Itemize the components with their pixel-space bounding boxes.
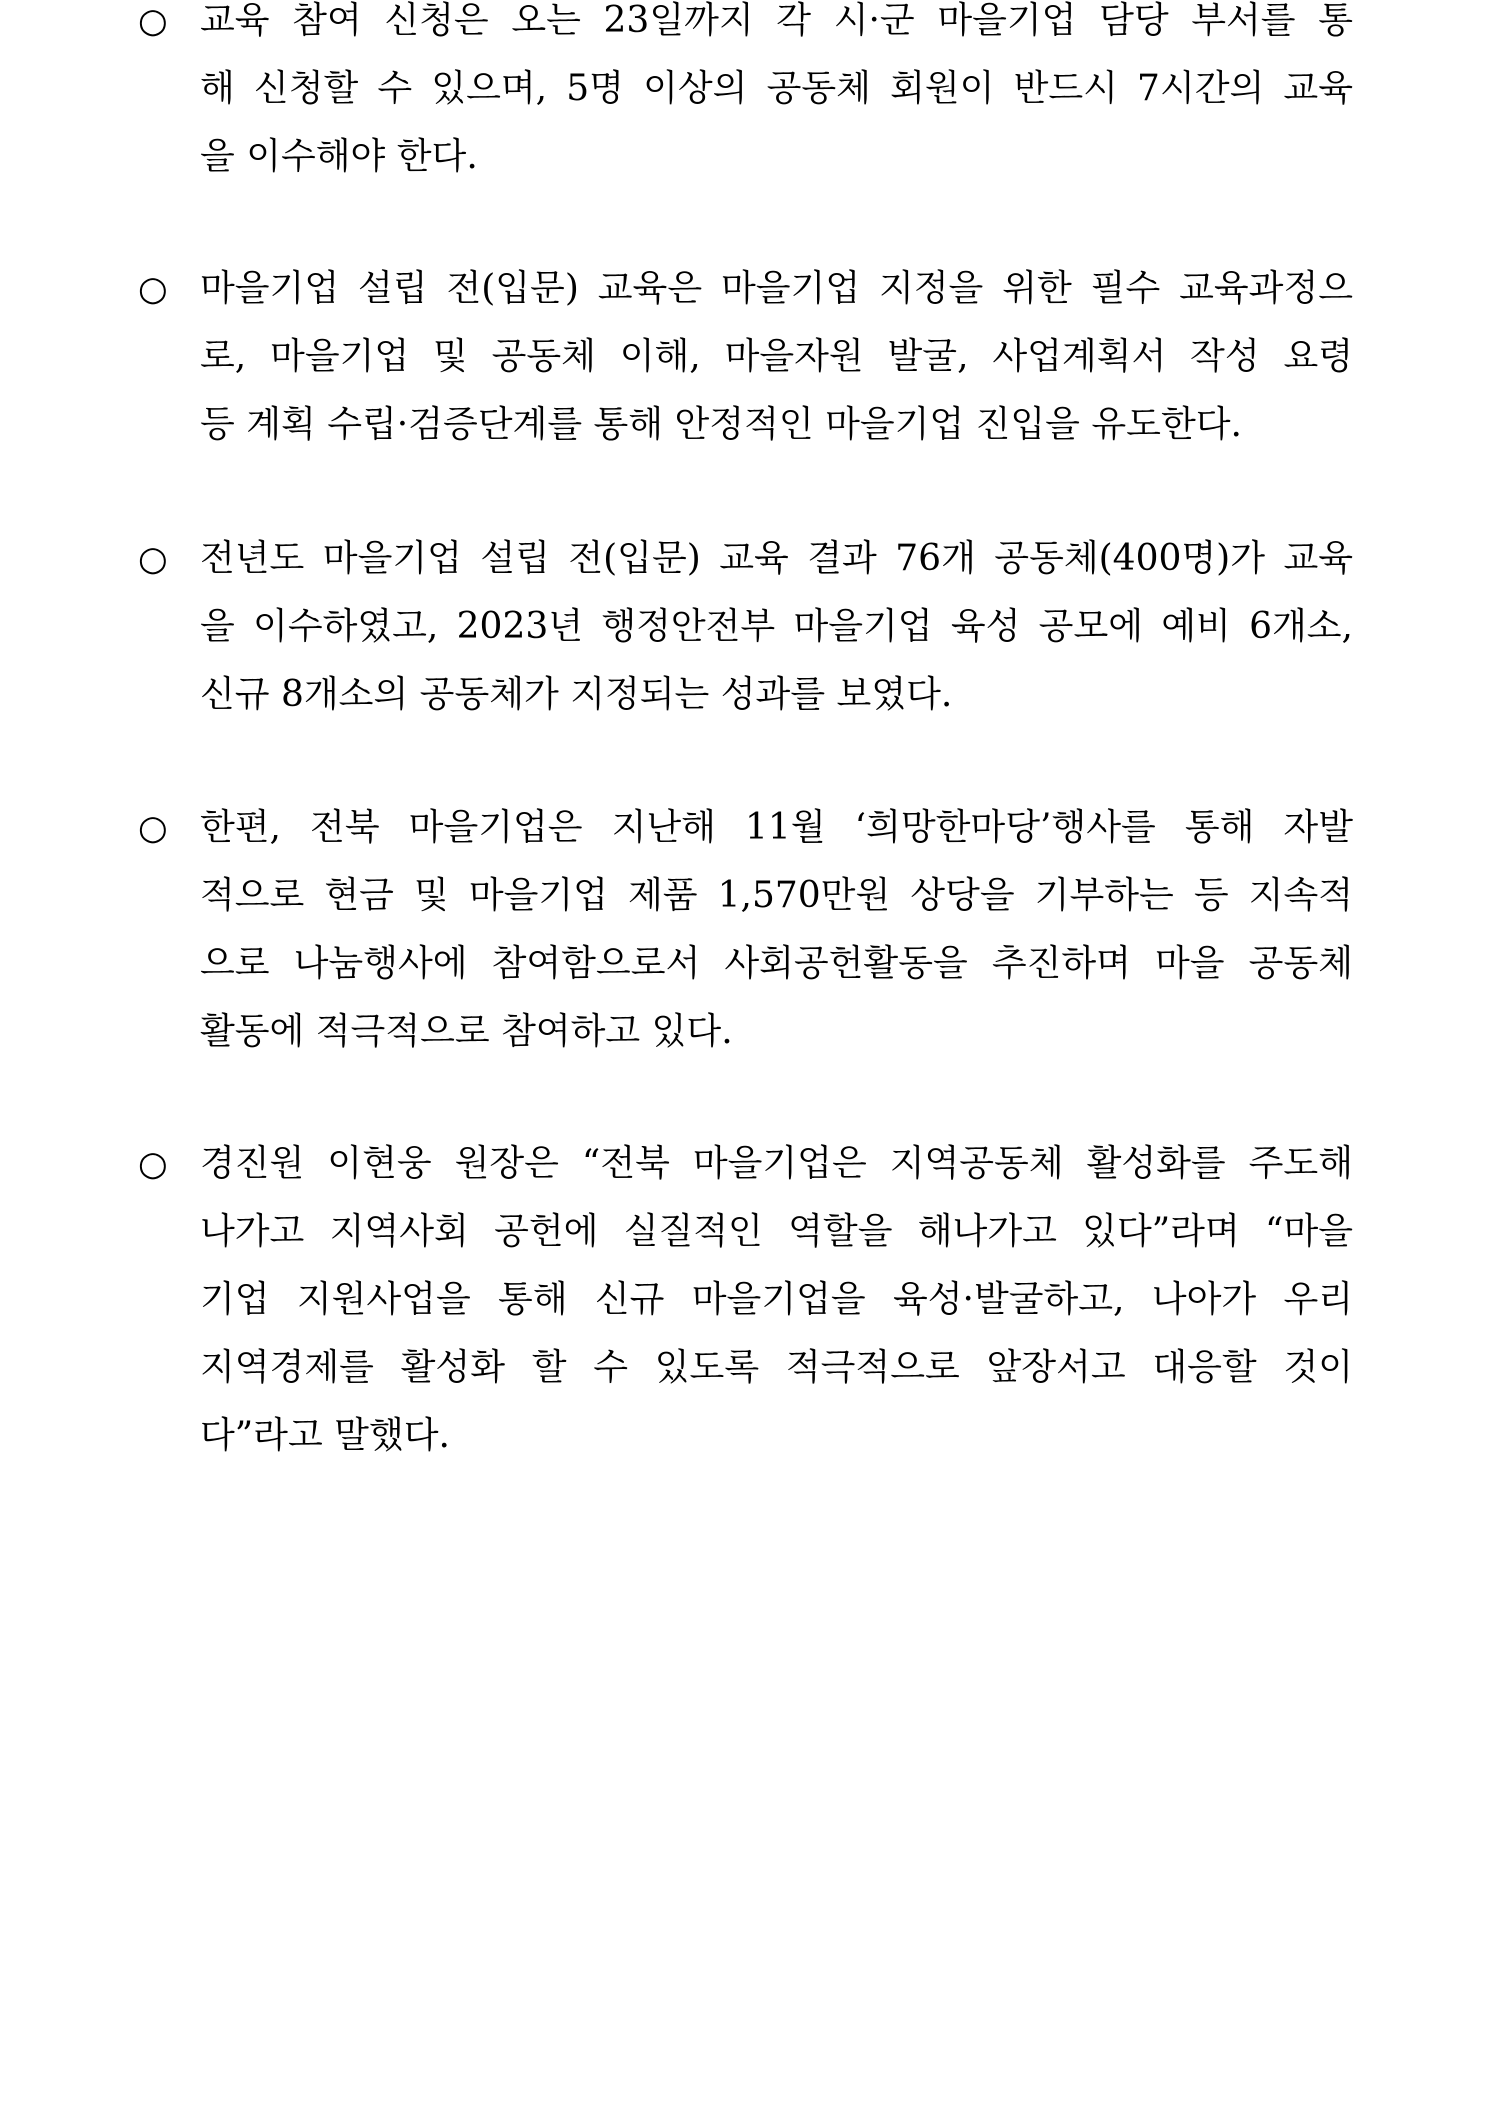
bullet-circle: ○ (138, 1, 168, 41)
paragraph-director-quote (138, 1130, 1353, 1470)
paragraph-donation-activities (138, 794, 1353, 1066)
paragraph-line: 으로 나눔행사에 참여함으로서 사회공헌활동을 추진하며 마을 공동체 (200, 943, 1353, 984)
paragraph-line: 적으로 현금 및 마을기업 제품 1,570만원 상당을 기부하는 등 지속적 (200, 875, 1353, 916)
paragraph-line: 한편, 전북 마을기업은 지난해 11월 ‘희망한마당’행사를 통해 자발 (200, 807, 1353, 848)
paragraph-line: 로, 마을기업 및 공동체 이해, 마을자원 발굴, 사업계획서 작성 요령 (200, 336, 1353, 377)
paragraph-previous-results (138, 525, 1353, 729)
paragraph-line: 교육 참여 신청은 오는 23일까지 각 시·군 마을기업 담당 부서를 통 (200, 0, 1353, 41)
paragraph-line: 신규 8개소의 공동체가 지정되는 성과를 보였다. (200, 674, 953, 715)
paragraph-line: 등 계획 수립·검증단계를 통해 안정적인 마을기업 진입을 유도한다. (200, 404, 1242, 445)
bullet-circle: ○ (138, 1144, 168, 1184)
bullet-circle: ○ (138, 539, 168, 579)
paragraph-line: 을 이수하였고, 2023년 행정안전부 마을기업 육성 공모에 예비 6개소, (200, 606, 1353, 647)
paragraph-line: 전년도 마을기업 설립 전(입문) 교육 결과 76개 공동체(400명)가 교육 (200, 538, 1353, 579)
bullet-circle: ○ (138, 269, 168, 309)
paragraph-line: 경진원 이현웅 원장은 “전북 마을기업은 지역공동체 활성화를 주도해 (200, 1143, 1353, 1184)
paragraph-course-description (138, 255, 1353, 459)
paragraph-line: 활동에 적극적으로 참여하고 있다. (200, 1011, 733, 1052)
paragraph-line: 지역경제를 활성화 할 수 있도록 적극적으로 앞장서고 대응할 것이 (200, 1347, 1353, 1388)
bullet-circle: ○ (138, 808, 168, 848)
paragraph-line: 나가고 지역사회 공헌에 실질적인 역할을 해나가고 있다”라며 “마을 (200, 1211, 1353, 1252)
paragraph-line: 마을기업 설립 전(입문) 교육은 마을기업 지정을 위한 필수 교육과정으 (200, 268, 1353, 309)
paragraph-line: 해 신청할 수 있으며, 5명 이상의 공동체 회원이 반드시 7시간의 교육 (200, 68, 1353, 109)
paragraph-line: 다”라고 말했다. (200, 1415, 450, 1456)
paragraph-line: 을 이수해야 한다. (200, 136, 478, 177)
paragraph-line: 기업 지원사업을 통해 신규 마을기업을 육성·발굴하고, 나아가 우리 (200, 1279, 1353, 1320)
paragraph-application (138, 0, 1353, 191)
